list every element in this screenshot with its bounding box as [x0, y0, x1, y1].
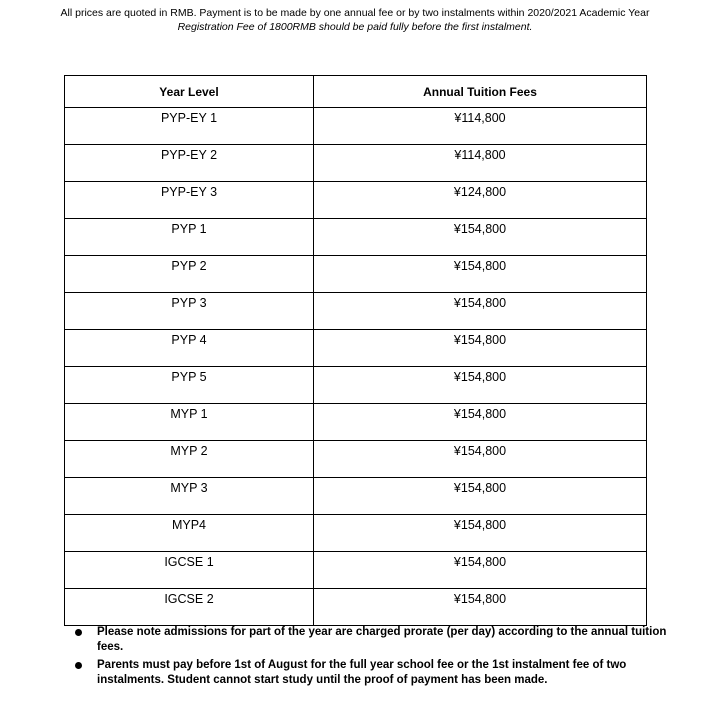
fee-cell: ¥154,800: [314, 515, 647, 552]
table-row: [65, 441, 647, 478]
year-level-cell: PYP 2: [65, 256, 314, 293]
notes-list: [75, 625, 675, 691]
year-level-cell: PYP 3: [65, 293, 314, 330]
table-row: [65, 330, 647, 367]
bullet-icon: [75, 629, 82, 636]
fee-cell: ¥154,800: [314, 552, 647, 589]
header: [0, 6, 710, 34]
fee-cell: ¥154,800: [314, 293, 647, 330]
year-level-cell: PYP-EY 3: [65, 182, 314, 219]
column-header-annual-fees: Annual Tuition Fees: [314, 76, 647, 108]
table-header-row: [65, 76, 647, 108]
table-row: [65, 367, 647, 404]
year-level-cell: MYP4: [65, 515, 314, 552]
year-level-cell: PYP-EY 2: [65, 145, 314, 182]
table-row: [65, 552, 647, 589]
note-payment-deadline-text: Parents must pay before 1st of August for the full year school fee or the 1st instalment fee of two instalments. Student cannot start study until the proof of payment has been made.: [97, 659, 627, 686]
year-level-cell: PYP 4: [65, 330, 314, 367]
table-row: [65, 145, 647, 182]
fee-cell: ¥154,800: [314, 404, 647, 441]
year-level-cell: MYP 1: [65, 404, 314, 441]
fee-cell: ¥154,800: [314, 589, 647, 626]
year-level-cell: PYP 5: [65, 367, 314, 404]
tuition-fees-table: [64, 75, 647, 626]
fee-cell: ¥114,800: [314, 145, 647, 182]
year-level-cell: IGCSE 2: [65, 589, 314, 626]
year-level-cell: PYP-EY 1: [65, 108, 314, 145]
fee-cell: ¥124,800: [314, 182, 647, 219]
fee-cell: ¥154,800: [314, 441, 647, 478]
table-row: [65, 404, 647, 441]
fee-cell: ¥154,800: [314, 330, 647, 367]
year-level-cell: MYP 2: [65, 441, 314, 478]
fee-cell: ¥154,800: [314, 367, 647, 404]
table-row: [65, 515, 647, 552]
table-row: [65, 589, 647, 626]
fee-cell: ¥154,800: [314, 256, 647, 293]
fee-cell: ¥154,800: [314, 478, 647, 515]
table-row: [65, 256, 647, 293]
note-prorate-text: Please note admissions for part of the year are charged prorate (per day) according to the annual tuition fees.: [97, 626, 667, 653]
column-header-year-level: Year Level: [65, 76, 314, 108]
table-row: [65, 219, 647, 256]
list-item: [75, 658, 675, 688]
year-level-cell: PYP 1: [65, 219, 314, 256]
year-level-cell: MYP 3: [65, 478, 314, 515]
list-item: [75, 625, 675, 655]
table-row: [65, 182, 647, 219]
table-row: [65, 108, 647, 145]
table-row: [65, 293, 647, 330]
payment-terms-text: All prices are quoted in RMB. Payment is to be made by one annual fee or by two instalments within 2020/2021 Academic Year: [60, 7, 650, 19]
fee-cell: ¥154,800: [314, 219, 647, 256]
bullet-icon: [75, 662, 82, 669]
fee-cell: ¥114,800: [314, 108, 647, 145]
year-level-cell: IGCSE 1: [65, 552, 314, 589]
table-row: [65, 478, 647, 515]
registration-fee-text: Registration Fee of 1800RMB should be paid fully before the first instalment.: [177, 21, 533, 33]
